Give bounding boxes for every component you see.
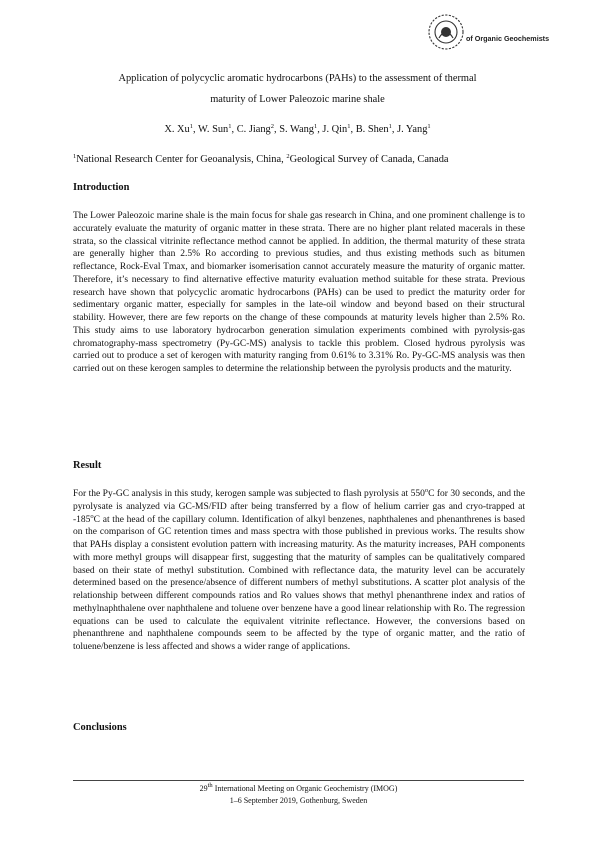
result-body: For the Py-GC analysis in this study, kerogen sample was subjected to flash pyrolysis at 550$^o$C for 30 seconds, and the pyrolysate is analyzed via GC-MS/FID after being transferred by a flow of helium carrier gas and cryo-trapped at -185$^o$C at the head of the capillary column. Identification of alkyl benzenes, naphthalenes and phenanthrenes is based on the comparison of GC retention times and mass spectra with those published in previous works. The results show that PAHs display a consistent evolution pattern with increasing maturity. As the maturity increases, PAH components with more methyl groups will disappear first, suggesting that the maturity of samples can be qualitatively compared based on their state of methyl substitution. Combined with reflectance data, the maturity level can be accurately determined based on the presence/absence of different numbers of methyl substitutions. A scatter plot analysis of the relationship between different compounds ratios and Ro values shows that methyl phenanthrene index and ratios of methylnaphthalene over naphthalene and toluene over benzene have a good linear relationship with Ro. The regression equations can be used to calculate the equivalent vitrinite reflectance. However, the conversions based on phenanthrene and naphthalene compounds seem to be affected by the type of organic matter, and the ratio of toluene/benzene is less affected and shows a wider range of applications. — [73, 487, 525, 652]
footer-divider — [73, 780, 524, 781]
result-heading: Result — [73, 460, 102, 471]
author: J. Yang$^1$ — [397, 123, 431, 135]
paper-title — [60, 68, 535, 110]
logo-text: of Organic Geochemists — [466, 34, 550, 43]
title-line-1: Application of polycyclic aromatic hydrocarbons (PAHs) to the assessment of thermal — [118, 73, 477, 84]
introduction-body: The Lower Paleozoic marine shale is the main focus for shale gas research in China, and one prominent challenge is to accurately evaluate the maturity of organic matter in these strata. There are no higher plant related macerals in these strata, so the classical vitrinite reflectance method cannot be applied. In addition, the thermal maturity of these strata are generally higher than 2.5% Ro according to previous studies, and thus existing methods such as bitumen reflectance, Rock-Eval Tmax, and biomarker isomerisation cannot accurately measure the maturity of organic matter. Therefore, it’s necessary to find alternative effective maturity evaluation method suitable for these strata. Previous research have shown that polycyclic aromatic hydrocarbons (PAHs) can be used to predict the maturity order for sedimentary organic matter, especially for samples in the late-oil window and beyond based on their structural stability. However, there are few reports on the change of these compounds at maturity levels higher than 2.5% Ro. This study aims to use laboratory hydrocarbon generation simulation experiments combined with pyrolysis-gas chromatography-mass spectrometry (Py-GC-MS) analysis to tackle this problem. Closed hydrous pyrolysis was carried out to produce a set of kerogen with maturity ranging from 0.61% to 3.31% Ro. Py-GC-MS analysis was then carried out on these kerogen samples to determine the relationship between the pyrolysis products and the maturity. — [73, 211, 525, 374]
conclusions-heading: Conclusions — [73, 722, 127, 733]
author: X. Xu$^1$ — [164, 123, 193, 135]
affiliations: $^1$National Research Center for Geoanalysis, China, $^2$Geological Survey of Canada, Canada — [73, 153, 449, 165]
title-line-2: maturity of Lower Paleozoic marine shale — [210, 94, 385, 105]
logo-seal-icon — [425, 8, 555, 56]
footer-conference: 29th International Meeting on Organic Geochemistry (IMOG) — [199, 782, 398, 793]
author: W. Sun$^1$ — [198, 123, 232, 135]
footer-dates: 1–6 September 2019, Gothenburg, Sweden — [229, 796, 368, 805]
author: S. Wang$^1$ — [279, 123, 318, 135]
author-list: X. Xu$^1$, W. Sun$^1$, C. Jiang$^2$, S. Wang$^1$, J. Qin$^1$, B. Shen$^1$, J. Yang$^1$ — [164, 123, 431, 135]
eaog-logo — [425, 8, 555, 56]
introduction-heading: Introduction — [73, 182, 130, 193]
author: B. Shen$^1$ — [355, 123, 392, 135]
author: C. Jiang$^2$ — [236, 123, 274, 135]
author: J. Qin$^1$ — [322, 123, 351, 135]
